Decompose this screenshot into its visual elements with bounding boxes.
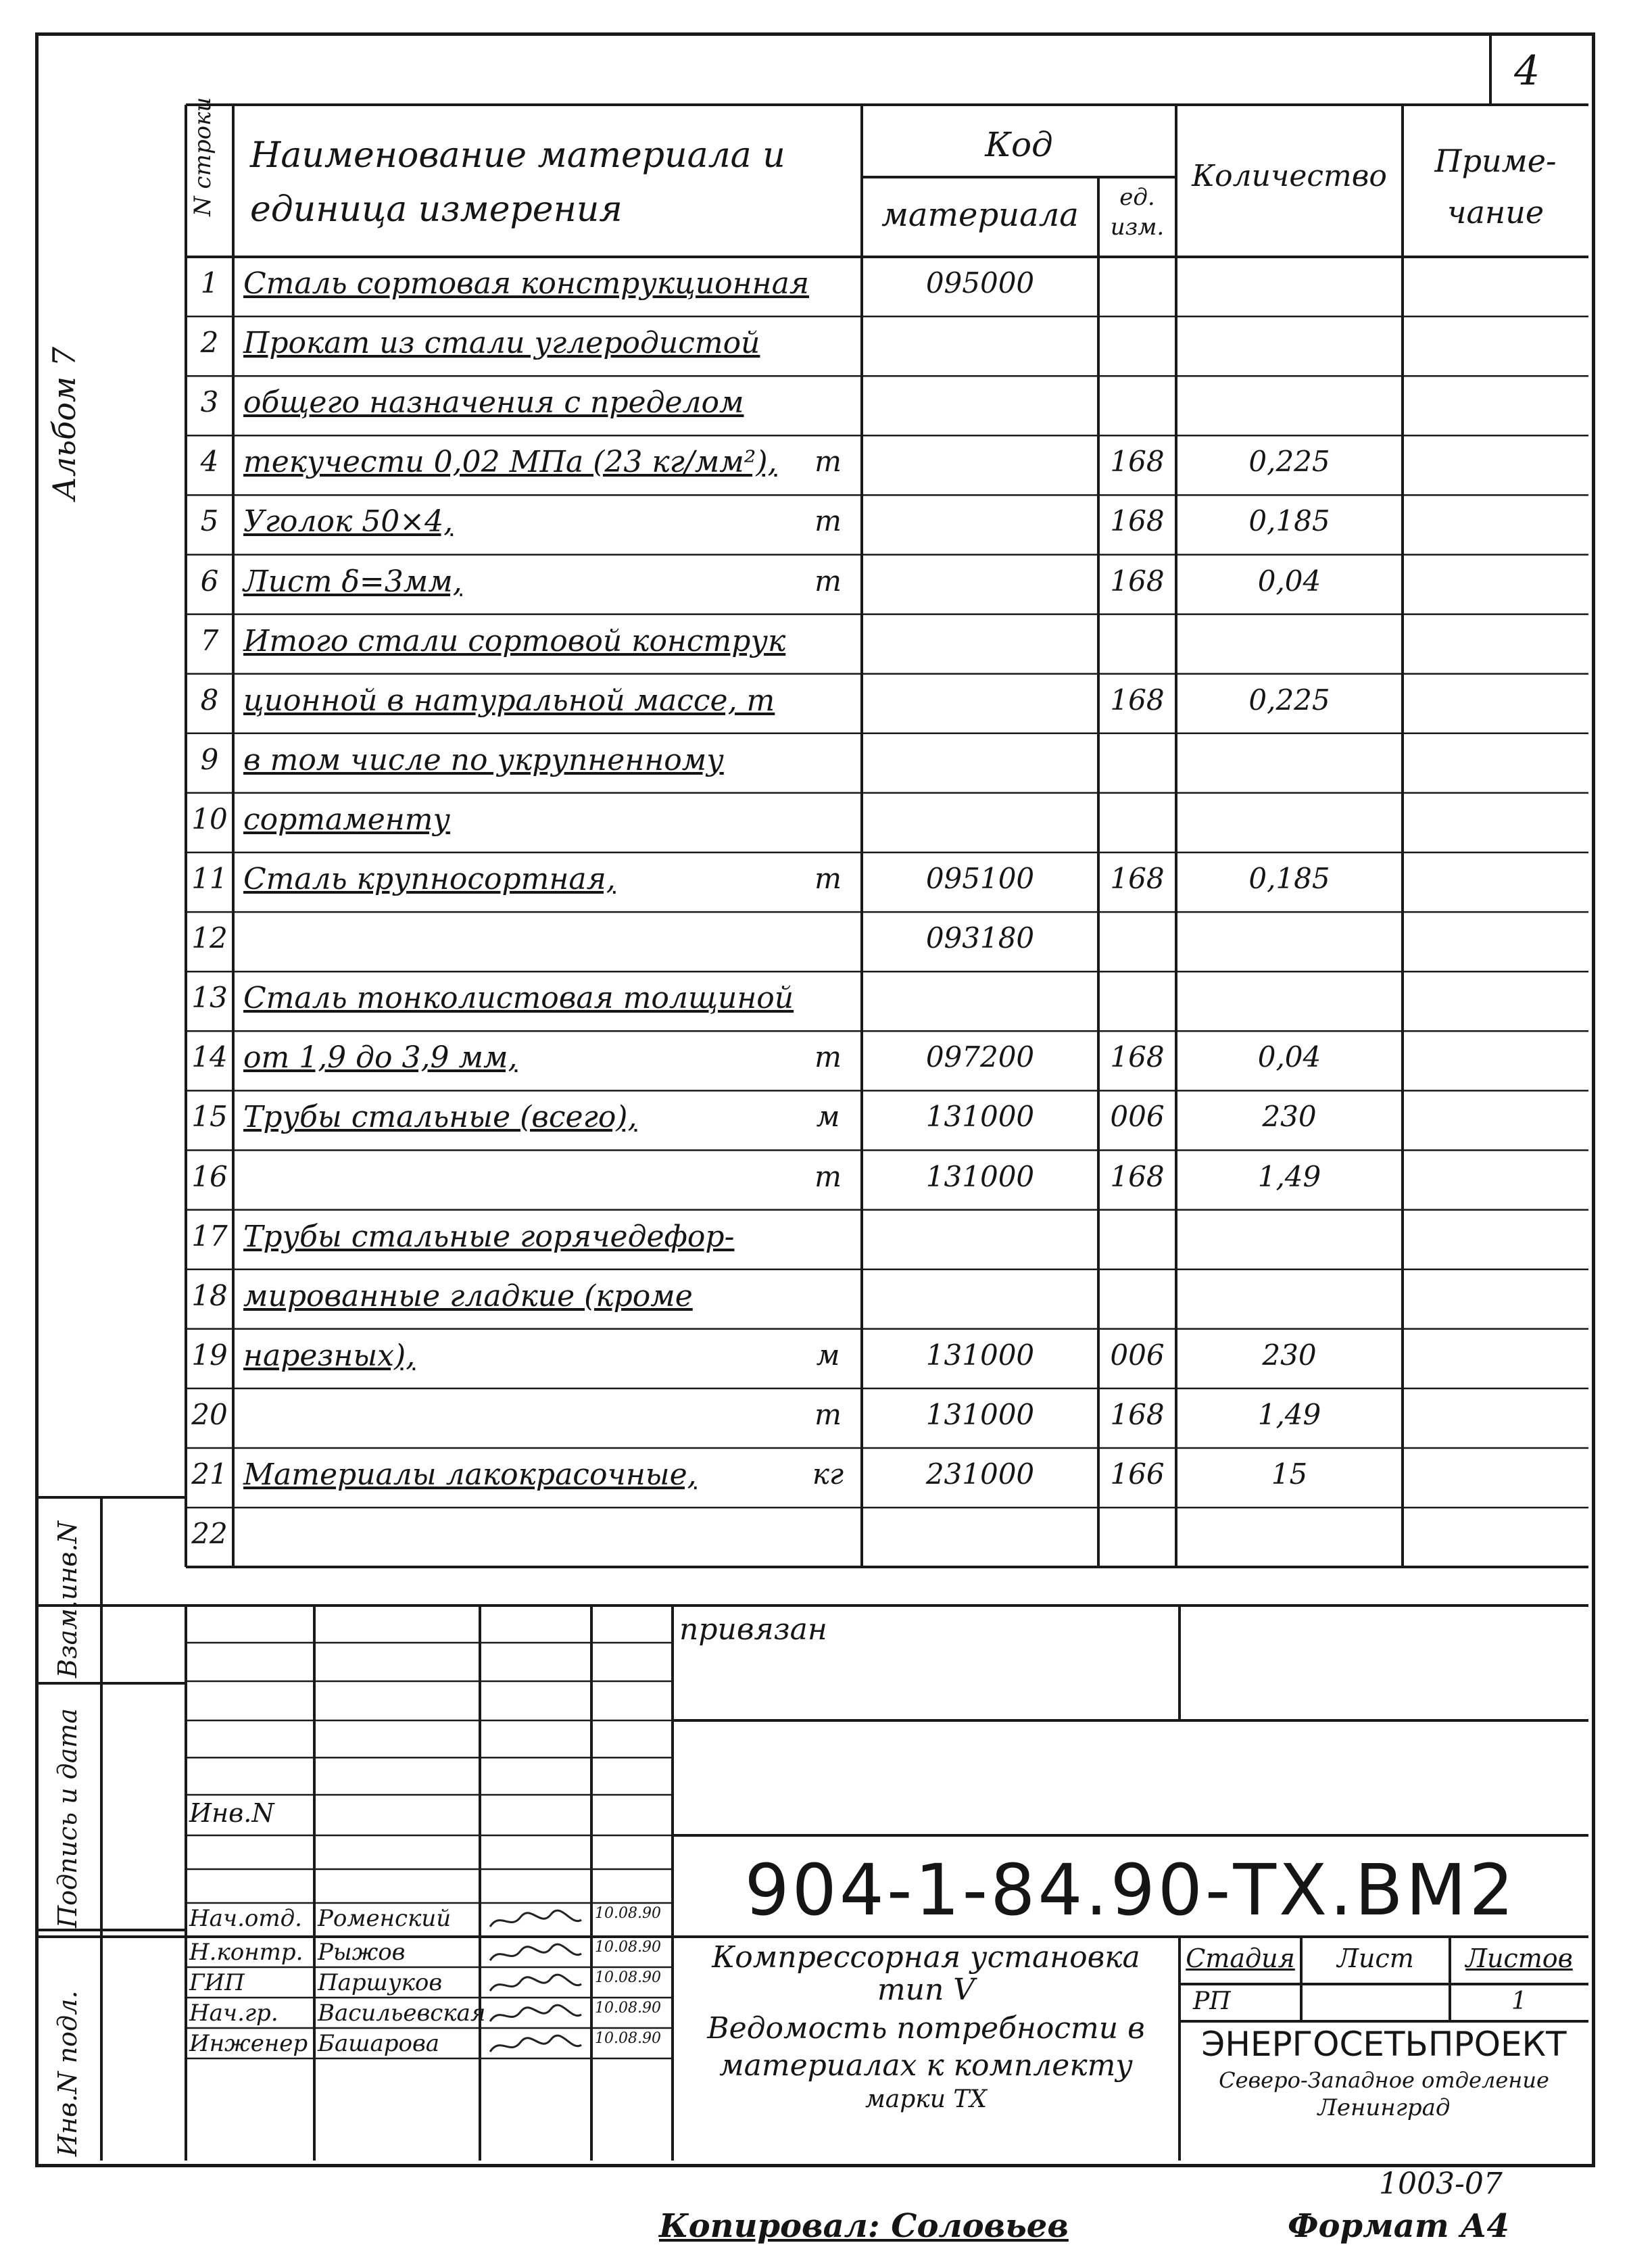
header-code-material: материала — [881, 196, 1079, 234]
row-number: 1 — [200, 266, 219, 299]
unit: т — [814, 445, 842, 479]
header-code: Код — [985, 125, 1053, 164]
signature-date: 10.08.90 — [595, 1939, 661, 1956]
material-name: Сталь тонколистовая толщиной — [243, 981, 794, 1016]
row-number: 8 — [200, 683, 219, 717]
signature-scribble — [487, 1941, 585, 1966]
material-name: Сталь сортовая конструкционная — [243, 266, 809, 301]
quantity: 230 — [1262, 1100, 1317, 1134]
title-line-3: Ведомость потребности в — [707, 2011, 1145, 2046]
unit-code: 166 — [1110, 1457, 1165, 1491]
org-city: Ленинград — [1317, 2094, 1451, 2121]
material-name: мированные гладкие (кроме — [243, 1278, 693, 1313]
material-code: 131000 — [925, 1338, 1035, 1372]
material-name: Лист δ=3мм, — [243, 564, 462, 599]
quantity: 0,225 — [1248, 683, 1330, 717]
quantity: 0,225 — [1248, 445, 1330, 479]
title-line-5: марки ТХ — [865, 2085, 988, 2113]
material-name: Сталь крупносортная, — [243, 862, 616, 896]
material-name: Прокат из стали углеродистой — [243, 326, 760, 361]
material-name: текучести 0,02 МПа (23 кг/мм²), — [243, 445, 777, 480]
unit-code: 006 — [1110, 1338, 1165, 1372]
unit: т — [814, 862, 842, 895]
row-number: 20 — [191, 1397, 228, 1431]
material-name: от 1,9 до 3,9 мм, — [243, 1040, 518, 1076]
signature-date: 10.08.90 — [595, 2030, 661, 2047]
row-number: 5 — [200, 504, 219, 538]
unit: т — [814, 1397, 842, 1431]
signature-scribble — [487, 1972, 585, 1996]
unit: м — [816, 1338, 840, 1372]
row-number: 12 — [191, 921, 228, 955]
quantity: 1,49 — [1257, 1159, 1321, 1193]
quantity: 0,04 — [1257, 564, 1321, 598]
unit: м — [816, 1100, 840, 1134]
unit-code: 168 — [1110, 1397, 1165, 1431]
title-line-4: материалах к комплекту — [719, 2048, 1133, 2083]
row-number: 18 — [191, 1278, 228, 1312]
material-name: Трубы стальные горячедефор- — [243, 1219, 735, 1254]
unit-code: 168 — [1110, 683, 1165, 717]
material-name: общего назначения с пределом — [243, 385, 744, 420]
side-label-inv-podl: Инв.N подл. — [53, 1990, 82, 2156]
privyazan-label: привязан — [679, 1612, 827, 1647]
row-number: 14 — [191, 1040, 228, 1074]
signatory-name: Васильевская — [318, 2000, 486, 2027]
quantity: 15 — [1271, 1457, 1308, 1491]
row-number: 2 — [200, 326, 219, 360]
unit-code: 168 — [1110, 564, 1165, 598]
material-code: 097200 — [925, 1040, 1035, 1074]
format-label: Формат А4 — [1288, 2207, 1509, 2245]
signatory-role: ГИП — [189, 1969, 245, 1996]
unit-code: 168 — [1110, 862, 1165, 895]
header-row-no: N строки — [189, 97, 216, 216]
sheets-value: 1 — [1511, 1987, 1527, 2015]
signature-date: 10.08.90 — [595, 1969, 661, 1986]
row-number: 21 — [191, 1457, 228, 1491]
header-name: Наименование материала и единица измерения — [250, 135, 785, 230]
doc-code: 1003-07 — [1379, 2167, 1503, 2201]
quantity: 230 — [1262, 1338, 1317, 1372]
signatory-name: Роменский — [318, 1905, 452, 1932]
row-number: 22 — [191, 1517, 228, 1551]
stage-label: Стадия — [1186, 1944, 1295, 1973]
side-label-podpis: Подпись и дата — [53, 1708, 82, 1928]
stage-value: РП — [1193, 1987, 1231, 2015]
row-number: 9 — [200, 742, 219, 776]
unit-code: 006 — [1110, 1100, 1165, 1134]
row-number: 7 — [200, 623, 219, 657]
material-name: Уголок 50×4, — [243, 504, 454, 539]
material-name: ционной в натуральной массе, т — [243, 683, 775, 718]
copied-by: Копировал: Соловьев — [659, 2207, 1069, 2245]
quantity: 0,185 — [1248, 504, 1330, 538]
quantity: 1,49 — [1257, 1397, 1321, 1431]
sheet-number: 4 — [1514, 47, 1540, 95]
org-branch: Северо-Западное отделение — [1219, 2067, 1549, 2093]
row-number: 6 — [200, 564, 219, 598]
unit-code: 168 — [1110, 1159, 1165, 1193]
row-number: 19 — [191, 1338, 228, 1372]
signatory-name: Паршуков — [318, 1969, 443, 1996]
material-code: 095100 — [925, 862, 1035, 895]
signatory-role: Инженер — [189, 2030, 308, 2057]
title-line-2: тип V — [877, 1973, 975, 2007]
material-code: 093180 — [925, 921, 1035, 955]
unit: т — [814, 504, 842, 538]
designation: 904-1-84.90-ТХ.ВМ2 — [744, 1849, 1517, 1931]
unit-code: 168 — [1110, 504, 1165, 538]
row-number: 15 — [191, 1100, 228, 1134]
org-name: ЭНЕРГОСЕТЬПРОЕКТ — [1201, 2025, 1567, 2064]
unit: кг — [812, 1457, 844, 1491]
row-number: 4 — [200, 445, 219, 479]
header-note: Приме- чание — [1434, 143, 1557, 231]
unit: т — [814, 1159, 842, 1193]
row-number: 17 — [191, 1219, 228, 1253]
unit: т — [814, 1040, 842, 1074]
inv-n-label: Инв.N — [189, 1798, 274, 1828]
material-code: 131000 — [925, 1159, 1035, 1193]
material-code: 095000 — [925, 266, 1035, 299]
signature-date: 10.08.90 — [595, 2000, 661, 2017]
quantity: 0,04 — [1257, 1040, 1321, 1074]
signature-scribble — [487, 1908, 585, 1932]
title-line-1: Компрессорная установка — [712, 1940, 1140, 1975]
material-name: Итого стали сортовой конструк — [243, 623, 786, 658]
header-code-unit: ед. изм. — [1110, 184, 1165, 241]
row-number: 16 — [191, 1159, 228, 1193]
unit-code: 168 — [1110, 1040, 1165, 1074]
material-name: Трубы стальные (всего), — [243, 1100, 637, 1135]
material-name: Материалы лакокрасочные, — [243, 1457, 697, 1492]
header-quantity: Количество — [1192, 159, 1387, 193]
row-number: 13 — [191, 981, 228, 1015]
unit-code: 168 — [1110, 445, 1165, 479]
material-name: сортаменту — [243, 802, 451, 837]
signatory-role: Нач.гр. — [189, 2000, 278, 2027]
signature-scribble — [487, 2002, 585, 2027]
album-label: Альбом 7 — [46, 347, 82, 500]
signatory-role: Н.контр. — [189, 1939, 303, 1966]
material-code: 231000 — [925, 1457, 1035, 1491]
row-number: 11 — [191, 862, 228, 895]
row-number: 3 — [200, 385, 219, 419]
material-name: нарезных), — [243, 1338, 416, 1373]
unit: т — [814, 564, 842, 598]
row-number: 10 — [191, 802, 228, 836]
material-code: 131000 — [925, 1100, 1035, 1134]
signatory-name: Рыжов — [318, 1939, 406, 1966]
signatory-role: Нач.отд. — [189, 1905, 302, 1932]
material-code: 131000 — [925, 1397, 1035, 1431]
signatory-name: Башарова — [318, 2030, 440, 2057]
signature-date: 10.08.90 — [595, 1905, 661, 1922]
side-label-vzam: Взам.инв.N — [53, 1521, 82, 1678]
material-name: в том числе по укрупненному — [243, 742, 724, 777]
signature-scribble — [487, 2033, 585, 2057]
sheets-label: Листов — [1465, 1944, 1573, 1973]
sheet-label: Лист — [1337, 1944, 1414, 1973]
quantity: 0,185 — [1248, 862, 1330, 895]
